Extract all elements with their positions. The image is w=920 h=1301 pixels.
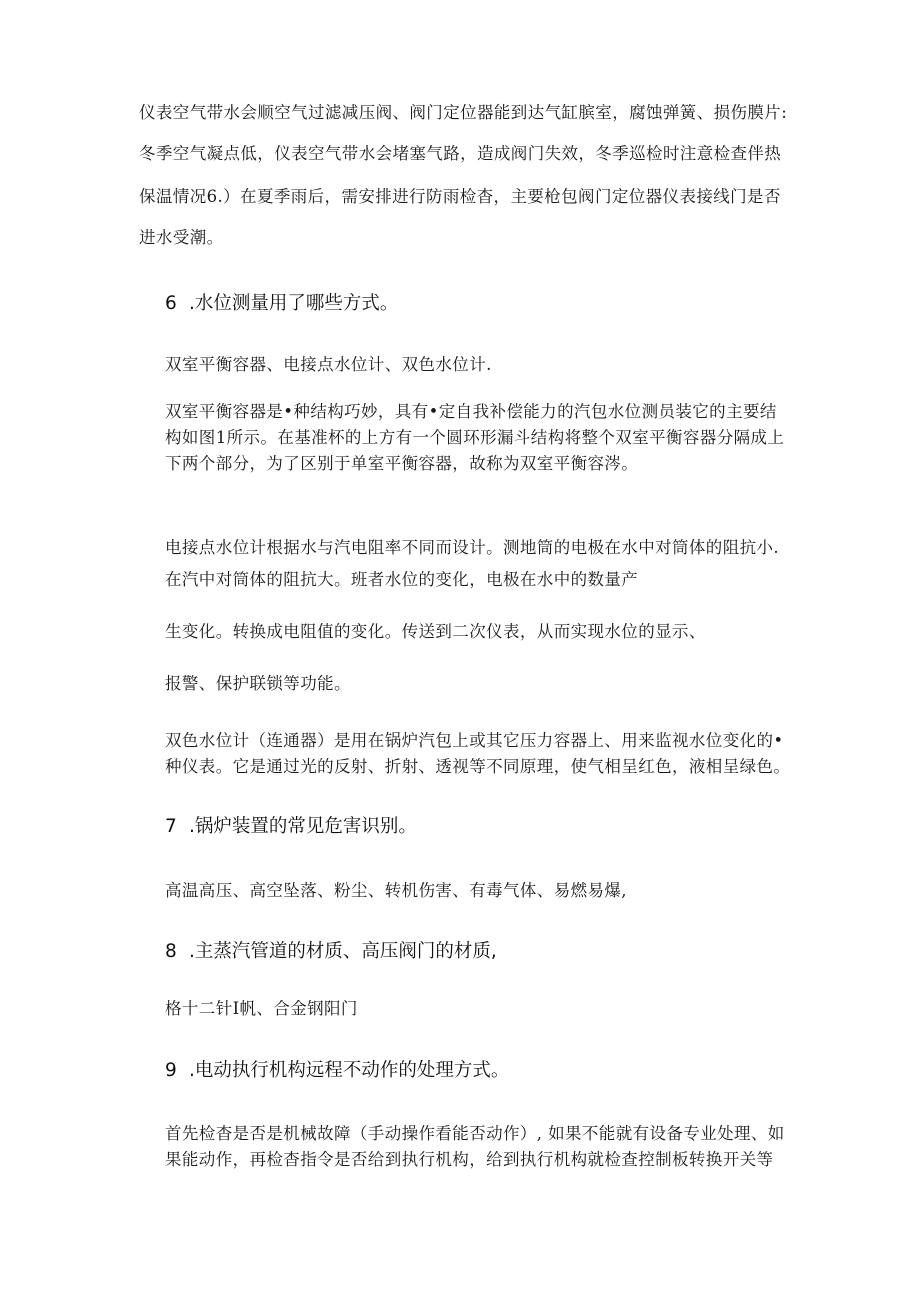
q6-p3-line-1: 双色水位计（连通器）是用在锅炉汽包上或其它压力容器上、用来监视水位变化的• [165, 731, 784, 750]
q7-heading [165, 816, 417, 838]
intro-line-2: 冬季空气凝点低，仪表空气带水会堵塞气路，造成阀门失效，冬季巡检时注意检查伴热 [139, 144, 782, 163]
q7-title: .锅炉装置的常见危害识别。 [189, 816, 417, 837]
q7-answer: 高温高压、高空坠落、粉尘、转机伤害、有毒气体、易燃易爆, [165, 881, 627, 900]
q6-p1-line-3: 下两个部分，为了区别于单室平衡容器，故称为双室平衡容涔。 [165, 454, 639, 473]
q9-number: 9 [165, 1060, 177, 1081]
q8-title: .主蒸汽管道的材质、高压阀门的材质, [189, 941, 497, 962]
q9-title: .电动执行机构远程不动作的处理方式。 [189, 1060, 510, 1081]
q9-heading [165, 1060, 509, 1082]
intro-line-4: 进水受潮。 [139, 228, 224, 247]
q6-p2-line-3: 生变化。转换成电阻值的变化。传送到二次仪表，从而实现水位的显示、 [165, 622, 706, 641]
q6-p1-line-1: 双室平衡容器是•种结构巧妙，具有•定自我补偿能力的汽包水位测员装它的主要结 [165, 402, 777, 421]
q6-p1-line-2: 构如图1所示。在基准杯的上方有一个圆环形漏斗结构将整个双室平衡容器分隔成上 [165, 428, 785, 447]
q9-answer-line-1: 首先检杳是否是机械故障（手动操作看能否动作）, 如果不能就有设备专业处理、如 [165, 1124, 785, 1143]
q6-heading [165, 293, 398, 315]
q8-heading [165, 941, 497, 963]
q9-answer-line-2: 果能动作，再检杳指令是否给到执行机构，给到执行机构就检查控制板转换开关等 [165, 1150, 774, 1169]
q7-number: 7 [165, 816, 177, 837]
q8-answer: 格十二针I帆、合金钢阳门 [165, 999, 358, 1018]
q6-number: 6 [165, 293, 177, 314]
q6-p3-line-2: 种仪表。它是通过光的反射、折射、透视等不同原理，使气相呈红色，液相呈绿色。 [165, 757, 791, 776]
q8-number: 8 [165, 941, 177, 962]
q6-p2-line-1: 电接点水位计根据水与汽电阻率不同而设计。测地筒的电极在水中对筒体的阻抗小. [165, 538, 780, 557]
q6-summary: 双室平衡容器、电接点水位计、双色水位计. [165, 355, 492, 374]
q6-title: .水位测量用了哪些方式。 [189, 293, 399, 314]
intro-line-3: 保温情况6.）在夏季雨后，需安排进行防雨检杳，主要枪包阀门定位器仪表接线门是否 [139, 187, 781, 206]
q6-p2-line-2: 在汽中对筒体的阻抗大。班者水位的变化，电极在水中的数量产 [165, 570, 639, 589]
intro-line-1: 仪表空气带水会顺空气过滤减压阀、阀门定位器能到达气缸膑室，腐蚀弹簧、损伤膜片: [139, 103, 788, 122]
q6-p2-line-4: 报警、保护联锁等功能。 [165, 674, 351, 693]
